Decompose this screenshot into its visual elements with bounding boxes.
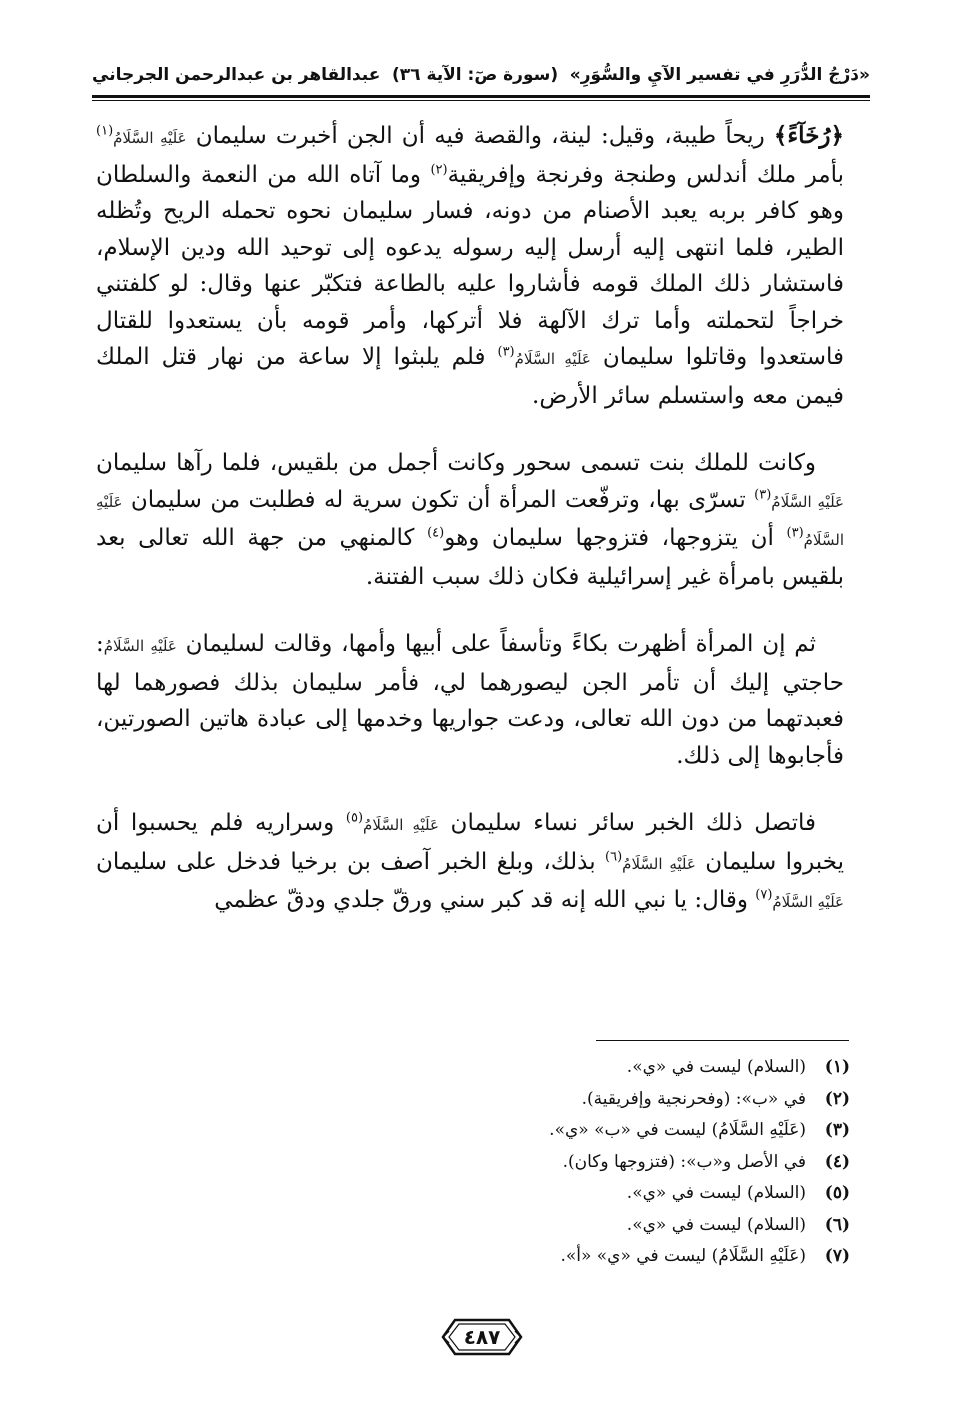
text-run: بذلك، وبلغ الخبر آصف بن برخيا فدخل على سليمان bbox=[96, 848, 606, 875]
text-run: : حاجتي إليك أن تأمر الجن ليصورهما لي، فأمر سليمان بذلك فصورهما لها فعبدتهما من دون الله تعالى، ودعت جواريها وخدمها إلى عبادة هاتين الصورتين، فأجابوها إلى ذلك. bbox=[96, 631, 844, 769]
header-rule-thick bbox=[92, 95, 870, 98]
footnote-number: (٤) bbox=[824, 1151, 850, 1172]
header-surah-ref: (سورة صٓ: الآية ٣٦) bbox=[391, 65, 559, 85]
footnote-text: (عَلَيْهِ السَّلَامُ) ليست في «ب» «ي». bbox=[549, 1120, 806, 1140]
footnote-number: (٧) bbox=[824, 1246, 850, 1266]
quran-word: ﴿رُخَآءً﴾ bbox=[773, 122, 844, 149]
footnote-separator bbox=[596, 1040, 849, 1041]
text-run: فاتصل ذلك الخبر سائر نساء سليمان bbox=[438, 810, 817, 836]
footnote bbox=[300, 1052, 850, 1084]
footnote-text: (السلام) ليست في «ي». bbox=[626, 1057, 806, 1077]
footnote-number: (١) bbox=[824, 1057, 850, 1077]
pbuh-glyph: عَلَيْهِ السَّلَامُ bbox=[771, 492, 845, 511]
footnote-ref: (١) bbox=[96, 123, 114, 139]
pbuh-glyph: عَلَيْهِ السَّلَامُ bbox=[113, 129, 187, 147]
text-run: فلم يلبثوا إلا ساعة من نهار قتل الملك فيمن معه واستسلم سائر الأرض. bbox=[96, 344, 844, 409]
text-run: وقال: يا نبي الله إنه قد كبر سني ورقّ جلدي ودقّ عظمي bbox=[214, 887, 756, 913]
text-run: ريحاً طيبة، وقيل: لينة، والقصة فيه أن الجن أخبرت سليمان bbox=[186, 123, 774, 149]
footnote bbox=[300, 1210, 850, 1242]
footnote-text: (السلام) ليست في «ي». bbox=[626, 1183, 806, 1203]
paragraph-4 bbox=[96, 805, 844, 921]
footnote-ref: (٢) bbox=[430, 161, 448, 177]
page-number: ٤٨٧ bbox=[463, 1325, 501, 1349]
pbuh-glyph: عَلَيْهِ السَّلَامُ bbox=[622, 854, 696, 873]
footnote bbox=[300, 1115, 850, 1147]
footnote-ref: (٣) bbox=[497, 344, 515, 360]
pbuh-glyph: عَلَيْهِ السَّلَامُ bbox=[96, 492, 844, 549]
footnote-ref: (٣) bbox=[754, 486, 772, 502]
text-run: ثم إن المرأة أظهرت بكاءً وتأسفاً على أبيها وأمها، وقالت لسليمان bbox=[176, 631, 816, 657]
main-text bbox=[96, 118, 844, 952]
footnote-number: (٢) bbox=[824, 1088, 850, 1109]
footnote bbox=[300, 1147, 850, 1179]
footnote-text: في «ب»: (وفحرنجية وإفريقية). bbox=[581, 1088, 806, 1109]
footnote-ref: (٣) bbox=[786, 525, 804, 541]
page-number-ornament bbox=[441, 1318, 523, 1356]
pbuh-glyph: عَلَيْهِ السَّلَامُ bbox=[772, 893, 844, 911]
footnote-text: في الأصل و«ب»: (فتزوجها وكان). bbox=[562, 1151, 806, 1172]
footnote-number: (٦) bbox=[824, 1214, 850, 1235]
footnote-number: (٣) bbox=[824, 1120, 850, 1140]
pbuh-glyph: عَلَيْهِ السَّلَامُ bbox=[514, 350, 591, 368]
footnote-number: (٥) bbox=[824, 1183, 850, 1203]
text-run: أن يتزوجها، فتزوجها سليمان وهو bbox=[444, 525, 787, 551]
paragraph-3 bbox=[96, 626, 844, 774]
paragraph-1 bbox=[96, 118, 844, 414]
pbuh-glyph: عَلَيْهِ السَّلَامُ bbox=[103, 637, 177, 655]
footnote bbox=[300, 1241, 850, 1273]
footnote bbox=[300, 1084, 850, 1116]
text-run: تسرّى بها، وترفّعت المرأة أن تكون سرية له فطلبت من سليمان bbox=[122, 486, 755, 513]
pbuh-glyph: عَلَيْهِ السَّلَامُ bbox=[363, 816, 439, 834]
footnote-text: (عَلَيْهِ السَّلَامُ) ليست في «ي» «أ». bbox=[560, 1246, 806, 1266]
text-run: وما آتاه الله من النعمة والسلطان وهو كافر بربه يعبد الأصنام من دونه، فسار سليمان نحوه تحمله الريح وتُظله الطير، فلما انتهى إليه أرسل إليه رسوله يدعوه إلى توحيد الله ودين الإسلام، فاستشار ذلك الملك قومه فأشاروا عليه بالطاعة فتكبّر عنها وقال: لو كلفتني خراجاً لتحملته وأما ترك الآلهة فلا أتركها، وأمر قومه بأن يستعدوا للقتال فاستعدوا وقاتلوا سليمان bbox=[96, 161, 845, 370]
footnote-ref: (٤) bbox=[427, 525, 445, 541]
footnote-ref: (٧) bbox=[755, 887, 773, 903]
text-run: كالمنهي من جهة الله تعالى بعد بلقيس بامرأة غير إسرائيلية فكان ذلك سبب الفتنة. bbox=[96, 525, 844, 590]
header-rule-thin bbox=[92, 100, 870, 101]
running-header bbox=[92, 55, 870, 95]
footnote-ref: (٦) bbox=[605, 848, 623, 864]
header-book-title: «دَرْجُ الدُّرَرِ في تفسير الآيِ والسُّوَرِ» bbox=[569, 65, 870, 85]
header-author: عبدالقاهر بن عبدالرحمن الجرجاني bbox=[92, 65, 381, 85]
footnote-text: (السلام) ليست في «ي». bbox=[626, 1214, 806, 1235]
footnote-ref: (٥) bbox=[345, 810, 364, 826]
text-run: بأمر ملك أندلس وطنجة وفرنجة وإفريقية bbox=[447, 161, 844, 188]
text-run: وكانت للملك بنت تسمى سحور وكانت أجمل من بلقيس، فلما رآها سليمان bbox=[96, 450, 816, 476]
footnotes bbox=[300, 1052, 850, 1273]
paragraph-2 bbox=[96, 445, 844, 595]
text-run: وسراريه فلم يحسبوا أن يخبروا سليمان bbox=[96, 810, 844, 875]
footnote bbox=[300, 1178, 850, 1210]
